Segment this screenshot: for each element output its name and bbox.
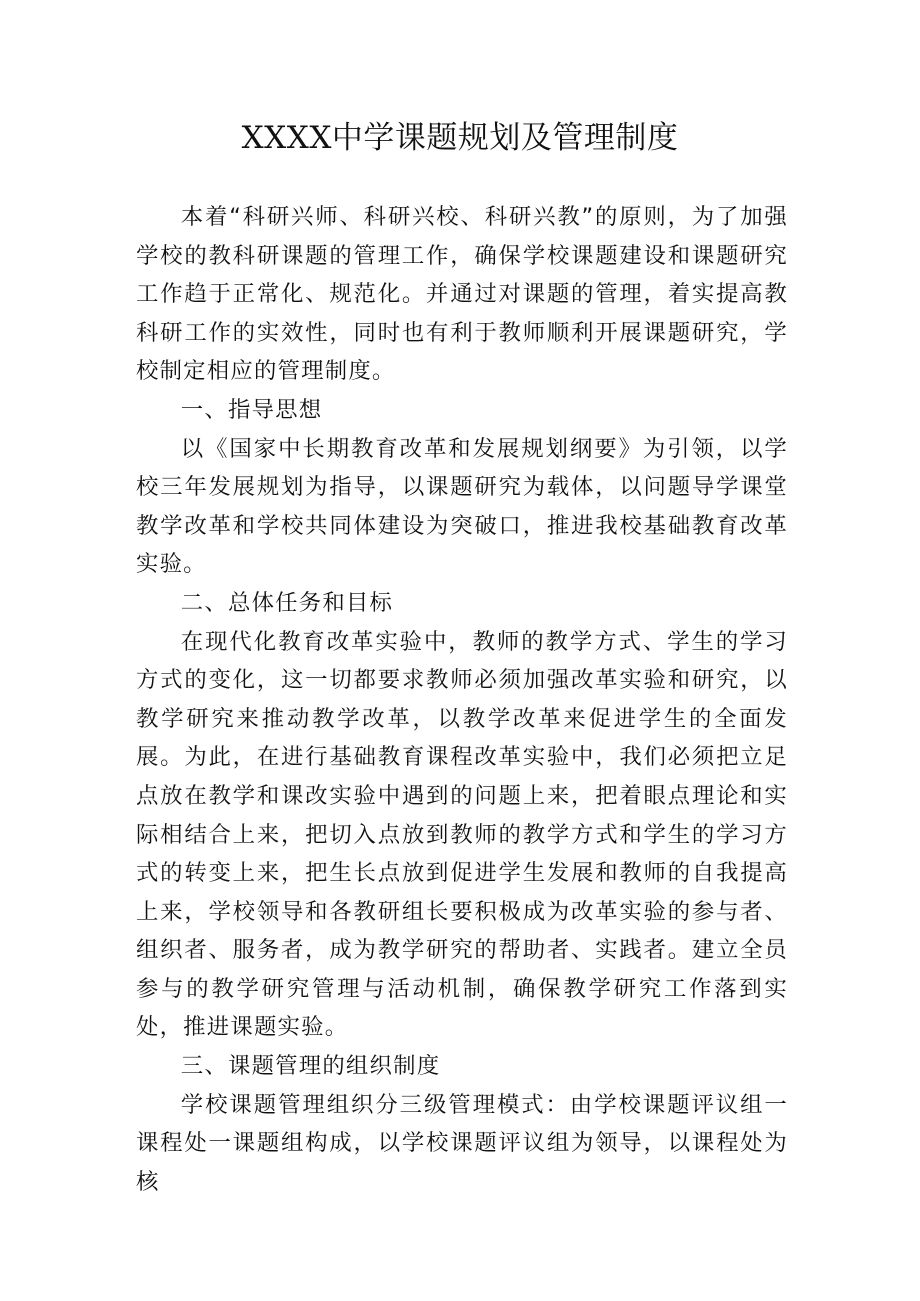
document-title: XXXX中学课题规划及管理制度	[241, 120, 679, 156]
tasks-and-goals-paragraph: 在现代化教育改革实验中，教师的教学方式、学生的学习方式的变化，这一切都要求教师必须加强改革实验和研究，以教学研究来推动教学改革，以教学改革来促进学生的全面发展。为此，在进行基础教育课程改革实验中，我们必须把立足点放在教学和课改实验中遇到的问题上来，把着眼点理论和实际相结合上来，把切入点放到教师的教学方式和学生的学习方式的转变上来，把生长点放到促进学生发展和教师的自我提高上来，学校领导和各教研组长要积极成为改革实验的参与者、组织者、服务者，成为教学研究的帮助者、实践者。建立全员参与的教学研究管理与活动机制，确保教学研究工作落到实处，推进课题实验。	[136, 628, 788, 1041]
intro-paragraph: 本着“科研兴师、科研兴校、科研兴教”的原则，为了加强学校的教科研课题的管理工作，确保学校课题建设和课题研究工作趋于正常化、规范化。并通过对课题的管理，着实提高教科研工作的实效性，同时也有利于教师顺利开展课题研究，学校制定相应的管理制度。	[136, 204, 788, 385]
guiding-ideology-paragraph: 以《国家中长期教育改革和发展规划纲要》为引领，以学校三年发展规划为指导，以课题研究为载体，以问题导学课堂教学改革和学校共同体建设为突破口，推进我校基础教育改革实验。	[136, 435, 788, 578]
section-heading-tasks-and-goals: 二、总体任务和目标	[180, 589, 394, 616]
organization-paragraph: 学校课题管理组织分三级管理模式：由学校课题评议组一课程处一课题组构成，以学校课题评议组为领导，以课程处为核	[136, 1091, 788, 1195]
document-body	[136, 198, 788, 1201]
section-heading-organization: 三、课题管理的组织制度	[180, 1053, 441, 1080]
section-heading-guiding-ideology: 一、指导思想	[180, 396, 323, 423]
